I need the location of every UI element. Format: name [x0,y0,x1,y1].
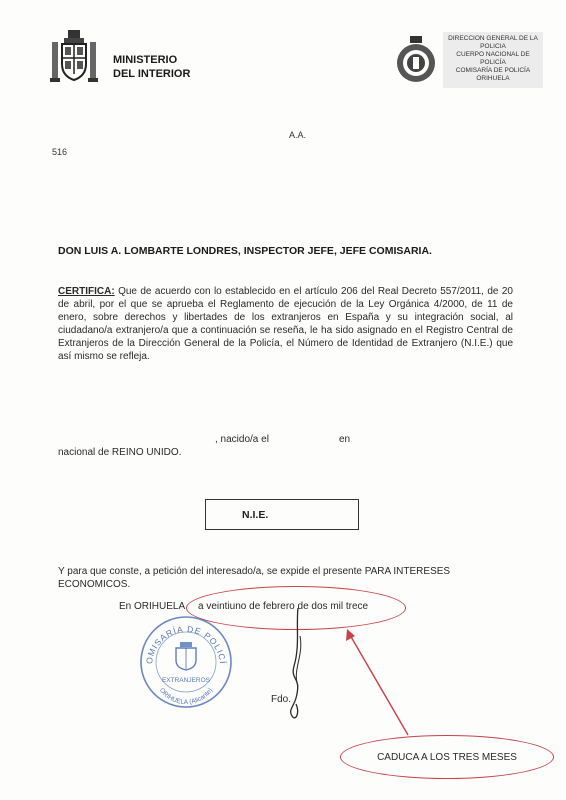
police-line: POLICÍA [480,59,506,66]
ministry-crest-icon [50,30,98,86]
police-emblem-icon [394,36,438,84]
ministry-line1: MINISTERIO [113,54,178,66]
police-line: ORIHUELA [476,75,510,82]
ministry-line2: DEL INTERIOR [113,68,191,80]
police-line: CUERPO NACIONAL DE [456,51,530,58]
nie-box [205,499,359,530]
annotation-arrow [340,625,420,740]
place: En ORIHUELA [119,601,186,612]
annotation-ellipse [340,735,554,779]
ref-number: 516 [52,147,68,157]
born-in-label: en [339,434,351,445]
born-label: , nacido/a el [215,434,269,445]
nationality: nacional de REINO UNIDO. [58,447,182,458]
nie-label: N.I.E. [242,508,269,521]
issue-date: a veintiuno de febrero de dos mil trece [198,601,369,612]
police-header-box [443,32,543,88]
svg-text:COMISARÍA DE POLICÍA [138,614,228,665]
closing-text: Y para que conste, a petición del interesado/a, se expide el presente PARA INTERESES ECONOMICOS. [58,566,451,590]
police-stamp [138,614,234,710]
stamp-middle-text: EXTRANJEROS [161,677,211,684]
certifica-paragraph [58,285,513,363]
stamp-top-text: OMISARÍA DE POLICÍ [143,623,228,665]
ref-aa: A.A. [289,130,307,140]
stamp-bottom-text: ORIHUELA (Alicante) [157,686,215,707]
police-line: POLICIA [480,43,506,50]
certifica-label: CERTIFICA: [58,286,115,297]
certifying-officer: DON LUIS A. LOMBARTE LONDRES, INSPECTOR JEFE, JEFE COMISARIA. [58,245,432,257]
stamp-icon [138,614,234,710]
police-line: COMISARÍA DE POLICÍA [455,67,531,74]
handwritten-signature [282,606,312,726]
expiry-annotation: CADUCA A LOS TRES MESES [377,751,517,763]
certifica-text: Que de acuerdo con lo establecido en el artículo 206 del Real Decreto 557/2011, de 20 de abril, por el que se aprueba el Reglamento de ejecución de la Ley Orgánica 4/2000, de 11 de enero, sobre derechos y libertades de los extranjeros en España y su integración social, al ciudadano/a extranjero/a que a continuación se reseña, le ha sido asignado en el Registro Central de Extranjeros de la Dirección General de la Policía, el Número de Identidad de Extranjero (N.I.E.) que así mismo se refleja. [58,286,513,362]
police-line: DIRECCION GENERAL DE LA [448,35,538,42]
signature-label: Fdo. [271,694,292,705]
ministry-name [113,53,190,81]
